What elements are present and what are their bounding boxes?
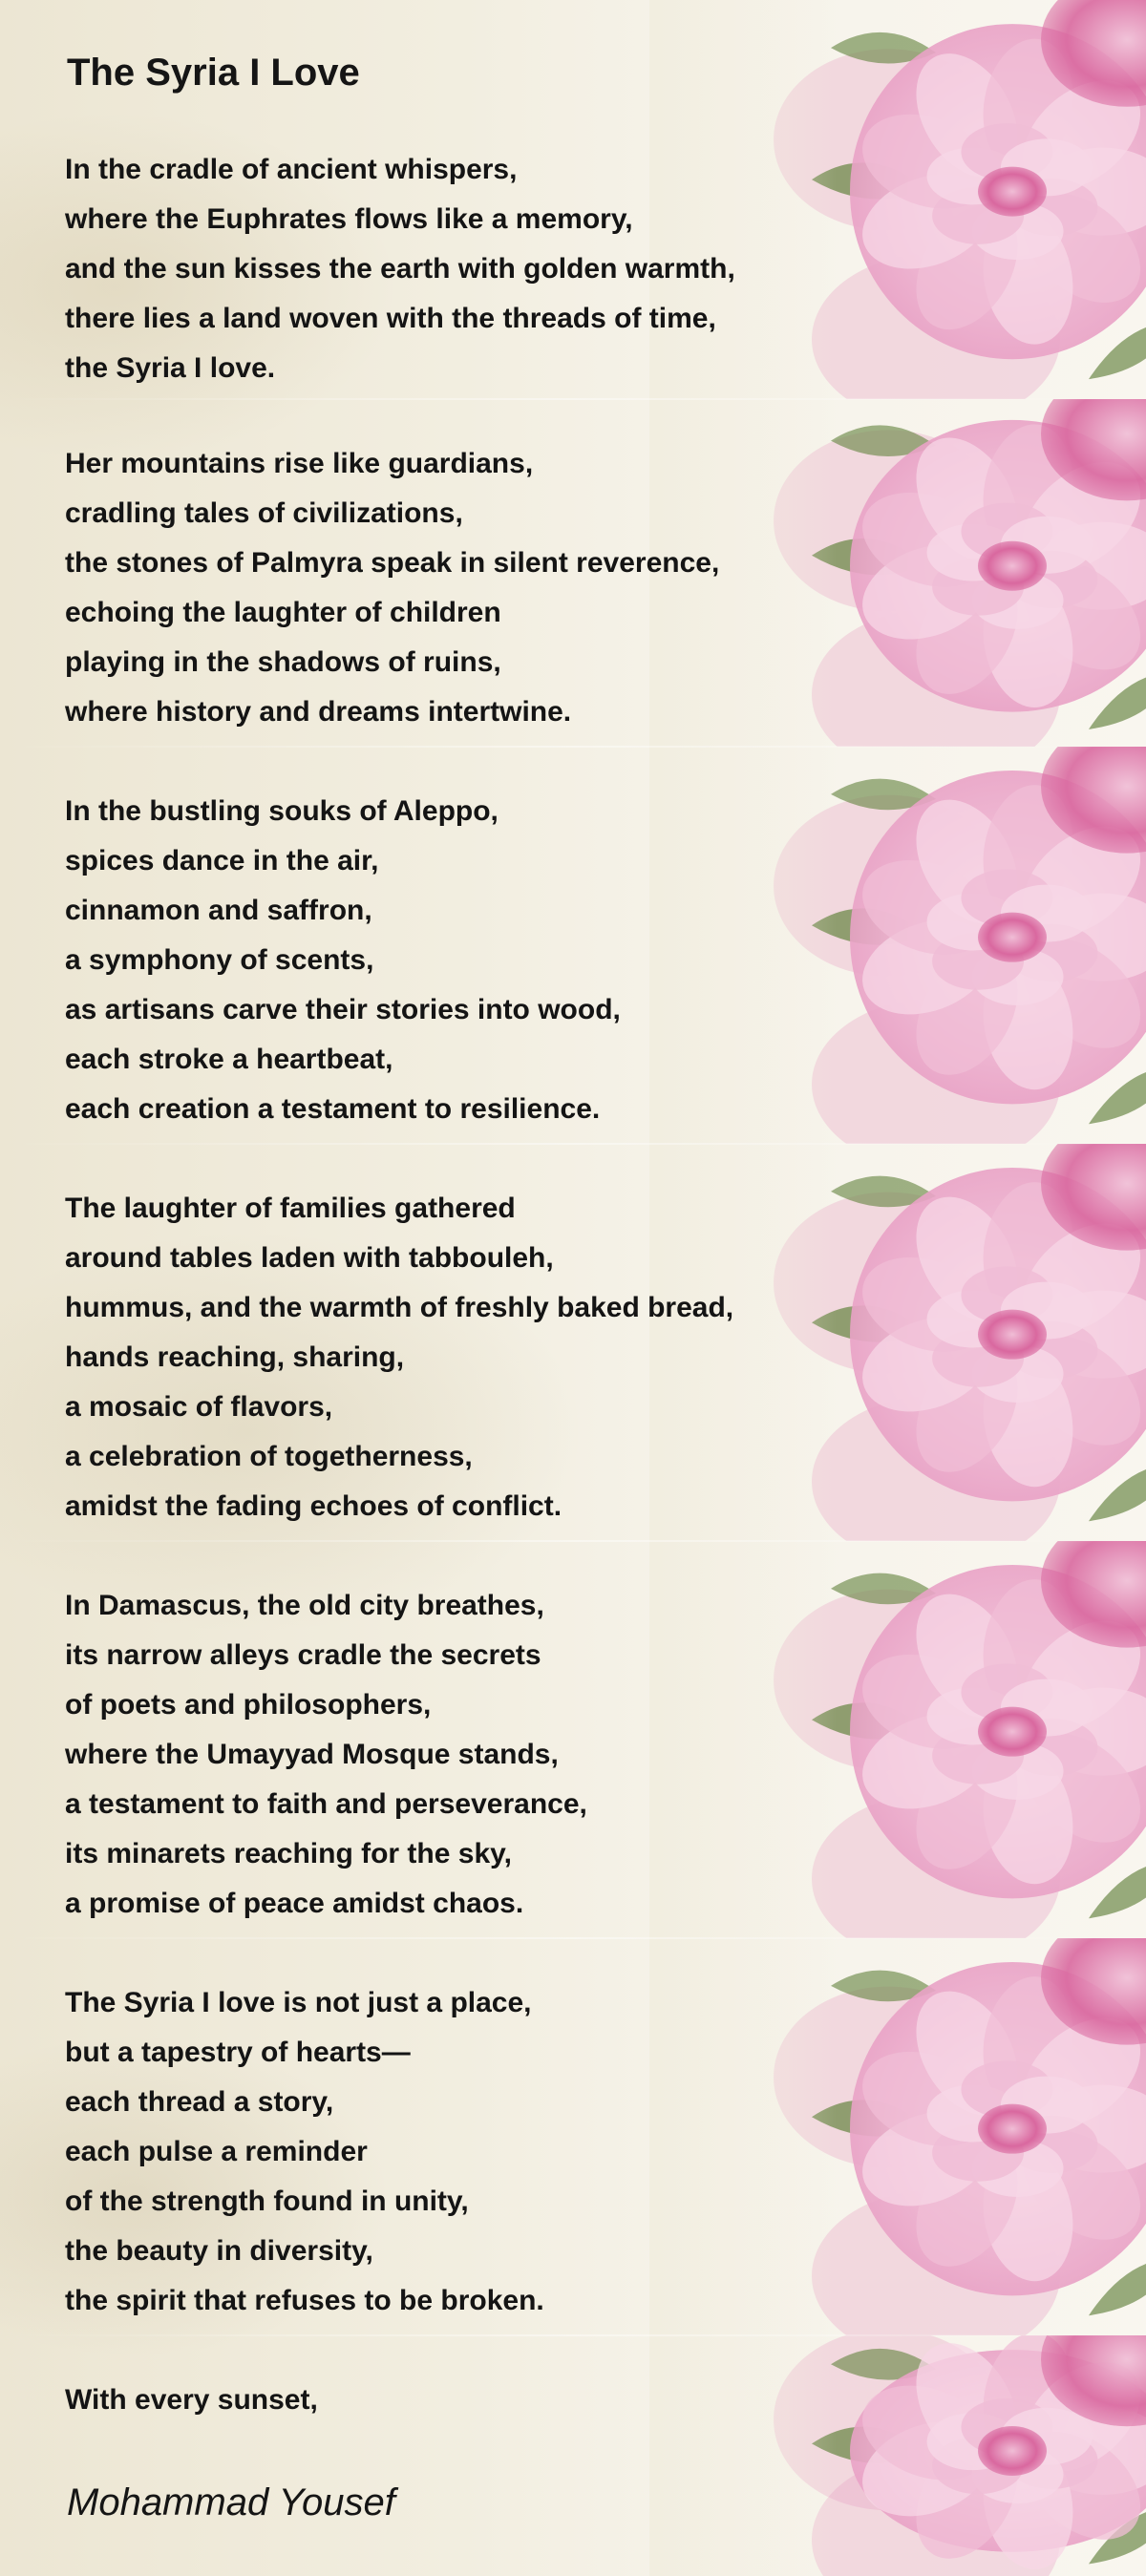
poem-line: In Damascus, the old city breathes, xyxy=(65,1590,544,1621)
author-name: Mohammad Yousef xyxy=(67,2481,395,2523)
poem-line: With every sunset, xyxy=(65,2384,318,2416)
poem-line: where the Umayyad Mosque stands, xyxy=(65,1739,559,1770)
poem-line: where the Euphrates flows like a memory, xyxy=(65,203,633,235)
poem-line: as artisans carve their stories into wood, xyxy=(65,994,621,1025)
poem-line: In the bustling souks of Aleppo, xyxy=(65,795,499,827)
peony-cluster xyxy=(649,747,1146,1144)
poem-line: each thread a story, xyxy=(65,2086,334,2118)
stanza-7 xyxy=(65,2375,318,2425)
poem-line: there lies a land woven with the threads of time, xyxy=(65,303,716,334)
poem-line: each creation a testament to resilience. xyxy=(65,1093,601,1125)
poem-line: Her mountains rise like guardians, xyxy=(65,448,534,479)
poem-line: the beauty in diversity, xyxy=(65,2235,373,2267)
peony-cluster xyxy=(649,1938,1146,2335)
flower-panel xyxy=(649,747,1146,1144)
flower-panel xyxy=(649,1938,1146,2335)
poem-line: where history and dreams intertwine. xyxy=(65,696,572,728)
poem-line: the stones of Palmyra speak in silent reverence, xyxy=(65,547,720,579)
poem-line: hummus, and the warmth of freshly baked bread, xyxy=(65,1292,734,1323)
peony-cluster xyxy=(649,399,1146,747)
poem-line: and the sun kisses the earth with golden warmth, xyxy=(65,253,735,285)
panel-seam xyxy=(0,746,1146,748)
poem-line: a testament to faith and perseverance, xyxy=(65,1788,587,1820)
poem-line: around tables laden with tabbouleh, xyxy=(65,1242,554,1274)
poem-line: its minarets reaching for the sky, xyxy=(65,1838,512,1869)
poem-line: cradling tales of civilizations, xyxy=(65,497,463,529)
poem-line: cinnamon and saffron, xyxy=(65,895,372,926)
panel-seam xyxy=(0,1540,1146,1542)
poem-line: a promise of peace amidst chaos. xyxy=(65,1888,524,1919)
stanza-5 xyxy=(65,1581,587,1929)
poem-line: amidst the fading echoes of conflict. xyxy=(65,1490,562,1522)
poem-line: the spirit that refuses to be broken. xyxy=(65,2285,544,2316)
stanza-1 xyxy=(65,145,735,393)
poem-line: In the cradle of ancient whispers, xyxy=(65,154,518,185)
peony-cluster xyxy=(649,2335,1146,2576)
poem-line: playing in the shadows of ruins, xyxy=(65,646,501,678)
poem-line: The laughter of families gathered xyxy=(65,1193,516,1224)
peony-cluster xyxy=(649,1541,1146,1938)
stanza-2 xyxy=(65,439,719,737)
poem-title: The Syria I Love xyxy=(67,52,360,94)
poem-line: The Syria I love is not just a place, xyxy=(65,1987,532,2018)
panel-seam xyxy=(0,1937,1146,1939)
poem-line: but a tapestry of hearts— xyxy=(65,2037,411,2068)
poem-line: of the strength found in unity, xyxy=(65,2185,469,2217)
panel-seam xyxy=(0,398,1146,400)
panel-seam xyxy=(0,1143,1146,1145)
stanza-6 xyxy=(65,1978,544,2326)
poem-line: a celebration of togetherness, xyxy=(65,1441,473,1472)
stanza-4 xyxy=(65,1184,733,1531)
poem-line: hands reaching, sharing, xyxy=(65,1341,405,1373)
poem-line: echoing the laughter of children xyxy=(65,597,501,628)
poem-line: each stroke a heartbeat, xyxy=(65,1044,393,1075)
poem-line: a mosaic of flavors, xyxy=(65,1391,333,1423)
poem-line: the Syria I love. xyxy=(65,352,276,384)
flower-panel xyxy=(649,1541,1146,1938)
panel-seam xyxy=(0,2334,1146,2336)
poem-line: a symphony of scents, xyxy=(65,944,374,976)
flower-panel xyxy=(649,2335,1146,2576)
flower-panel xyxy=(649,399,1146,747)
poem-line: each pulse a reminder xyxy=(65,2136,368,2167)
poem-line: of poets and philosophers, xyxy=(65,1689,432,1721)
stanza-3 xyxy=(65,787,621,1134)
poem-line: spices dance in the air, xyxy=(65,845,379,876)
poem-line: its narrow alleys cradle the secrets xyxy=(65,1639,541,1671)
